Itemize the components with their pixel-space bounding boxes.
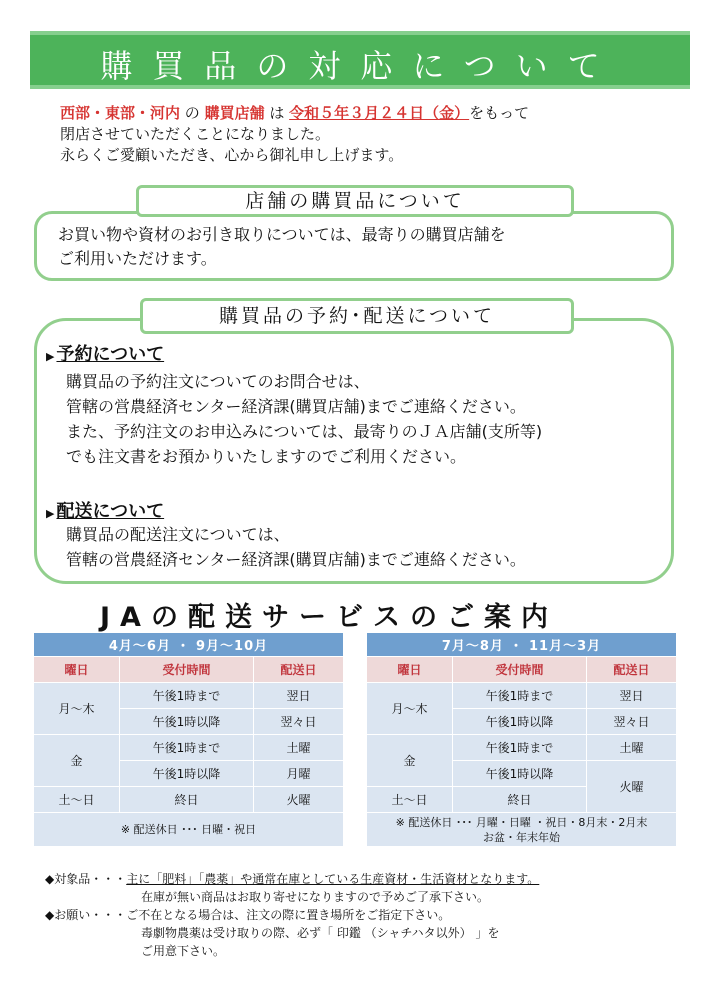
time-cell: 午後1時以降 [120, 761, 254, 787]
time-cell: 午後1時まで [120, 683, 254, 709]
header-day: 曜日 [34, 657, 120, 683]
triangle-bullet-icon: ▶ [46, 350, 55, 363]
request-label: ◆お願い・・・ [45, 908, 127, 922]
reserve-subheading: ▶ 予約について [46, 344, 165, 365]
delivery-subheading: ▶ 配送について [46, 501, 165, 522]
delivery-cell: 翌々日 [587, 709, 677, 735]
delivery-text: 購買品の配送注文については、 管轄の営農経済センター経済課(購買店舗)までご連絡ください。 [66, 525, 526, 569]
target-text: 主に「肥料」「農薬」や通常在庫としている生産資材・生活資材となります。 [126, 872, 540, 886]
delivery-cell: 翌日 [254, 683, 344, 709]
header-time: 受付時間 [453, 657, 587, 683]
request-line2: 毒劇物農薬は受け取りの際、必ず「 印鑑 （シャチハタ以外） 」を [141, 926, 500, 940]
time-cell: 終日 [453, 787, 587, 813]
time-cell: 午後1時まで [453, 683, 587, 709]
request-text: ご不在となる場合は、注文の際に置き場所をご指定下さい。 [126, 908, 451, 922]
intro-line2: 閉店させていただくことになりました。 [60, 125, 331, 143]
day-cell: 土～日 [34, 787, 120, 813]
day-cell: 金 [34, 735, 120, 787]
intro-area: 西部・東部・河内 [60, 104, 181, 122]
service-title: JAの配送サービスのご案内 [100, 602, 558, 633]
triangle-bullet-icon: ▶ [46, 507, 55, 520]
page-title: 購買品の対応について [100, 47, 620, 85]
header-delivery: 配送日 [587, 657, 677, 683]
delivery-cell: 翌日 [587, 683, 677, 709]
header-delivery: 配送日 [254, 657, 344, 683]
delivery-cell: 土曜 [254, 735, 344, 761]
title-banner [30, 31, 690, 89]
holiday-note: ※ 配送休日 ･･･ 日曜・祝日 [34, 813, 344, 847]
reserve-delivery-heading: 購買品の予約･配送について [140, 298, 574, 334]
store-purchase-text: お買い物や資材のお引き取りについては、最寄りの購買店舗を ご利用いただけます。 [58, 225, 506, 268]
time-cell: 午後1時以降 [453, 761, 587, 787]
delivery-cell: 土曜 [587, 735, 677, 761]
time-cell: 午後1時まで [120, 735, 254, 761]
delivery-cell: 火曜 [587, 761, 677, 813]
intro-store: 購買店舗 [204, 104, 265, 122]
target-line2: 在庫が無い商品はお取り寄せになりますので予めご了承下さい。 [141, 890, 490, 904]
day-cell: 月～木 [367, 683, 453, 735]
target-label: ◆対象品・・・ [45, 872, 127, 886]
time-cell: 終日 [120, 787, 254, 813]
time-cell: 午後1時以降 [120, 709, 254, 735]
intro-date: 令和５年３月２４日（金） [289, 104, 470, 122]
time-cell: 午後1時以降 [453, 709, 587, 735]
reserve-text: 購買品の予約注文についてのお問合せは、 管轄の営農経済センター経済課(購買店舗)までご連絡ください。 また、予約注文のお申込みについては、最寄りのＪＡ店舗(支所等) でも注文書をお預かりいたしますのでご利用ください。 [66, 372, 543, 466]
delivery-table-summer [366, 632, 677, 847]
delivery-cell: 火曜 [254, 787, 344, 813]
holiday-note: ※ 配送休日 ･･･ 月曜・日曜 ・祝日・8月末・2月末 お盆・年末年始 [367, 813, 677, 847]
day-cell: 月～木 [34, 683, 120, 735]
day-cell: 金 [367, 735, 453, 787]
delivery-cell: 翌々日 [254, 709, 344, 735]
delivery-table-spring [33, 632, 344, 847]
table-period: 7月～8月 ・ 11月～3月 [367, 633, 677, 657]
table-period: 4月～6月 ・ 9月～10月 [34, 633, 344, 657]
header-day: 曜日 [367, 657, 453, 683]
intro-notice: 西部・東部・河内 の 購買店舗 は 令和５年３月２４日（金）をもって 閉店させていただくことになりました。 永らくご愛顧いただき、心から御礼申し上げます。 [60, 103, 680, 166]
header-time: 受付時間 [120, 657, 254, 683]
intro-line3: 永らくご愛顧いただき、心から御礼申し上げます。 [60, 146, 404, 164]
request-line3: ご用意下さい。 [141, 944, 226, 958]
store-purchase-heading: 店舗の購買品について [136, 185, 574, 217]
footer-notes [45, 870, 685, 960]
day-cell: 土～日 [367, 787, 453, 813]
time-cell: 午後1時まで [453, 735, 587, 761]
delivery-cell: 月曜 [254, 761, 344, 787]
